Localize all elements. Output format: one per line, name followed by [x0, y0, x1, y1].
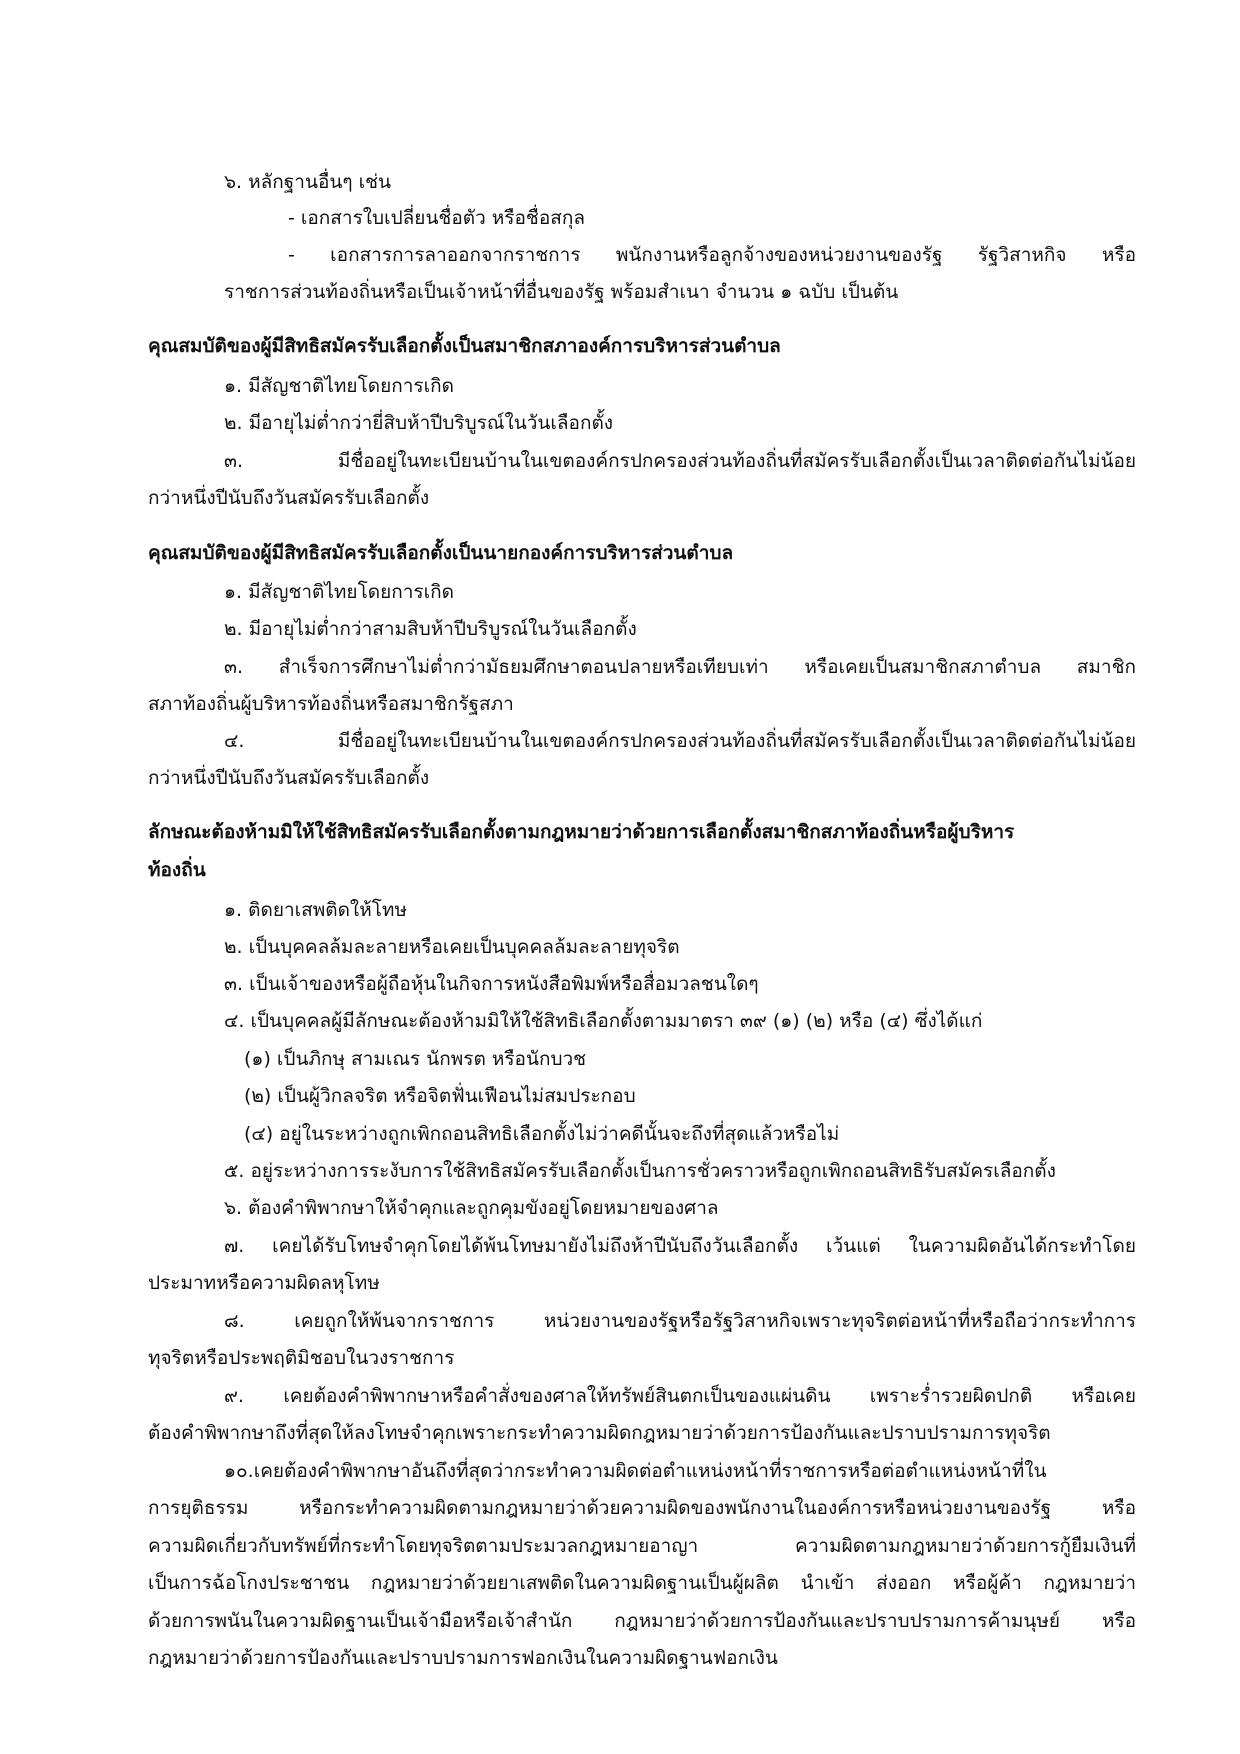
list-item-cont: สภาท้องถิ่นผู้บริหารท้องถิ่นหรือสมาชิกรัฐสภา [148, 693, 514, 715]
sub-list-item: (๒) เป็นผู้วิกลจริต หรือจิตฟั่นเฟือนไม่สมประกอบ [244, 1085, 636, 1107]
evidence-resignation: - เอกสารการลาออกจากราชการ พนักงานหรือลูกจ้างของหน่วยงานของรัฐ รัฐวิสาหกิจ หรือ [288, 244, 1136, 266]
list-item-cont: การยุติธรรม หรือกระทำความผิดตามกฎหมายว่าด้วยความผิดของพนักงานในองค์การหรือหน่วยงานของรัฐ หรือ [148, 1497, 1136, 1519]
list-item-cont: กฎหมายว่าด้วยการป้องกันและปราบปรามการฟอกเงินในความผิดฐานฟอกเงิน [148, 1647, 778, 1669]
list-item: ๓. เป็นเจ้าของหรือผู้ถือหุ้นในกิจการหนังสือพิมพ์หรือสื่อมวลชนใดๆ [224, 973, 759, 995]
section-heading-prohibitions-cont: ท้องถิ่น [148, 859, 206, 881]
list-item: ๙. เคยต้องคำพิพากษาหรือคำสั่งของศาลให้ทรัพย์สินตกเป็นของแผ่นดิน เพราะร่ำรวยผิดปกติ หรือเคย [224, 1385, 1136, 1407]
section-heading-council-member: คุณสมบัติของผู้มีสิทธิสมัครรับเลือกตั้งเป็นสมาชิกสภาองค์การบริหารส่วนตำบล [148, 335, 781, 357]
section-heading-chief-executive: คุณสมบัติของผู้มีสิทธิสมัครรับเลือกตั้งเป็นนายกองค์การบริหารส่วนตำบล [148, 542, 734, 564]
list-item-cont: ความผิดเกี่ยวกับทรัพย์ที่กระทำโดยทุจริตตามประมวลกฎหมายอาญา ความผิดตามกฎหมายว่าด้วยการกู้ยืมเงินที่ [148, 1535, 1136, 1557]
section-heading-prohibitions: ลักษณะต้องห้ามมิให้ใช้สิทธิสมัครรับเลือกตั้งตามกฎหมายว่าด้วยการเลือกตั้งสมาชิกสภาท้องถิ่นหรือผู้บริหาร [148, 821, 1015, 843]
list-item-cont: กว่าหนึ่งปีนับถึงวันสมัครรับเลือกตั้ง [148, 767, 430, 789]
list-item: ๖. ต้องคำพิพากษาให้จำคุกและถูกคุมขังอยู่โดยหมายของศาล [224, 1197, 719, 1219]
list-item-cont: กว่าหนึ่งปีนับถึงวันสมัครรับเลือกตั้ง [148, 487, 430, 509]
list-item: ๕. อยู่ระหว่างการระงับการใช้สิทธิสมัครรับเลือกตั้งเป็นการชั่วคราวหรือถูกเพิกถอนสิทธิรับสมัครเลือกตั้ง [224, 1160, 1056, 1182]
item-6-evidence: ๖. หลักฐานอื่นๆ เช่น [224, 171, 391, 193]
list-item-cont: ด้วยการพนันในความผิดฐานเป็นเจ้ามือหรือเจ้าสำนัก กฎหมายว่าด้วยการป้องกันและปราบปรามการค้ามนุษย์ หรือ [148, 1610, 1136, 1632]
list-item: ๔. มีชื่ออยู่ในทะเบียนบ้านในเขตองค์กรปกครองส่วนท้องถิ่นที่สมัครรับเลือกตั้งเป็นเวลาติดต่อกันไม่น้อย [224, 730, 1136, 752]
list-item-cont: ประมาทหรือความผิดลหุโทษ [148, 1272, 380, 1294]
list-item: ๑. มีสัญชาติไทยโดยการเกิด [224, 375, 454, 397]
list-item: ๘. เคยถูกให้พ้นจากราชการ หน่วยงานของรัฐหรือรัฐวิสาหกิจเพราะทุจริตต่อหน้าที่หรือถือว่ากระทำการ [224, 1310, 1136, 1332]
sub-list-item: (๔) อยู่ในระหว่างถูกเพิกถอนสิทธิเลือกตั้งไม่ว่าคดีนั้นจะถึงที่สุดแล้วหรือไม่ [244, 1123, 840, 1145]
evidence-name-change: - เอกสารใบเปลี่ยนชื่อตัว หรือชื่อสกุล [288, 207, 585, 229]
list-item: ๒. มีอายุไม่ต่ำกว่าสามสิบห้าปีบริบูรณ์ในวันเลือกตั้ง [224, 618, 637, 640]
list-item: ๔. เป็นบุคคลผู้มีลักษณะต้องห้ามมิให้ใช้สิทธิเลือกตั้งตามมาตรา ๓๙ (๑) (๒) หรือ (๔) ซึ่งได้แก่ [224, 1010, 983, 1032]
sub-list-item: (๑) เป็นภิกษุ สามเณร นักพรต หรือนักบวช [244, 1048, 587, 1070]
list-item: ๒. เป็นบุคคลล้มละลายหรือเคยเป็นบุคคลล้มละลายทุจริต [224, 936, 680, 958]
list-item: ๓. มีชื่ออยู่ในทะเบียนบ้านในเขตองค์กรปกครองส่วนท้องถิ่นที่สมัครรับเลือกตั้งเป็นเวลาติดต่อกันไม่น้อย [224, 450, 1136, 472]
list-item-cont: ทุจริตหรือประพฤติมิชอบในวงราชการ [148, 1347, 455, 1369]
list-item: ๑. มีสัญชาติไทยโดยการเกิด [224, 581, 454, 603]
list-item-cont: ต้องคำพิพากษาถึงที่สุดให้ลงโทษจำคุกเพราะกระทำความผิดกฎหมายว่าด้วยการป้องกันและปราบปรามการทุจริต [148, 1422, 1051, 1444]
list-item: ๗. เคยได้รับโทษจำคุกโดยได้พ้นโทษมายังไม่ถึงห้าปีนับถึงวันเลือกตั้ง เว้นแต่ ในความผิดอันได้กระทำโดย [224, 1235, 1136, 1257]
list-item: ๓. สำเร็จการศึกษาไม่ต่ำกว่ามัธยมศึกษาตอนปลายหรือเทียบเท่า หรือเคยเป็นสมาชิกสภาตำบล สมาชิก [224, 656, 1136, 678]
list-item: ๑. ติดยาเสพติดให้โทษ [224, 899, 407, 921]
list-item: ๑๐.เคยต้องคำพิพากษาอันถึงที่สุดว่ากระทำความผิดต่อตำแหน่งหน้าที่ราชการหรือต่อตำแหน่งหน้าที่ใน [224, 1460, 1047, 1482]
list-item: ๒. มีอายุไม่ต่ำกว่ายี่สิบห้าปีบริบูรณ์ในวันเลือกตั้ง [224, 412, 614, 434]
evidence-resignation-cont: ราชการส่วนท้องถิ่นหรือเป็นเจ้าหน้าที่อื่นของรัฐ พร้อมสำเนา จำนวน ๑ ฉบับ เป็นต้น [224, 281, 899, 303]
list-item-cont: เป็นการฉ้อโกงประชาชน กฎหมายว่าด้วยยาเสพติดในความผิดฐานเป็นผู้ผลิต นำเข้า ส่งออก หรือผู้ค้า กฎหมายว่า [148, 1572, 1136, 1594]
